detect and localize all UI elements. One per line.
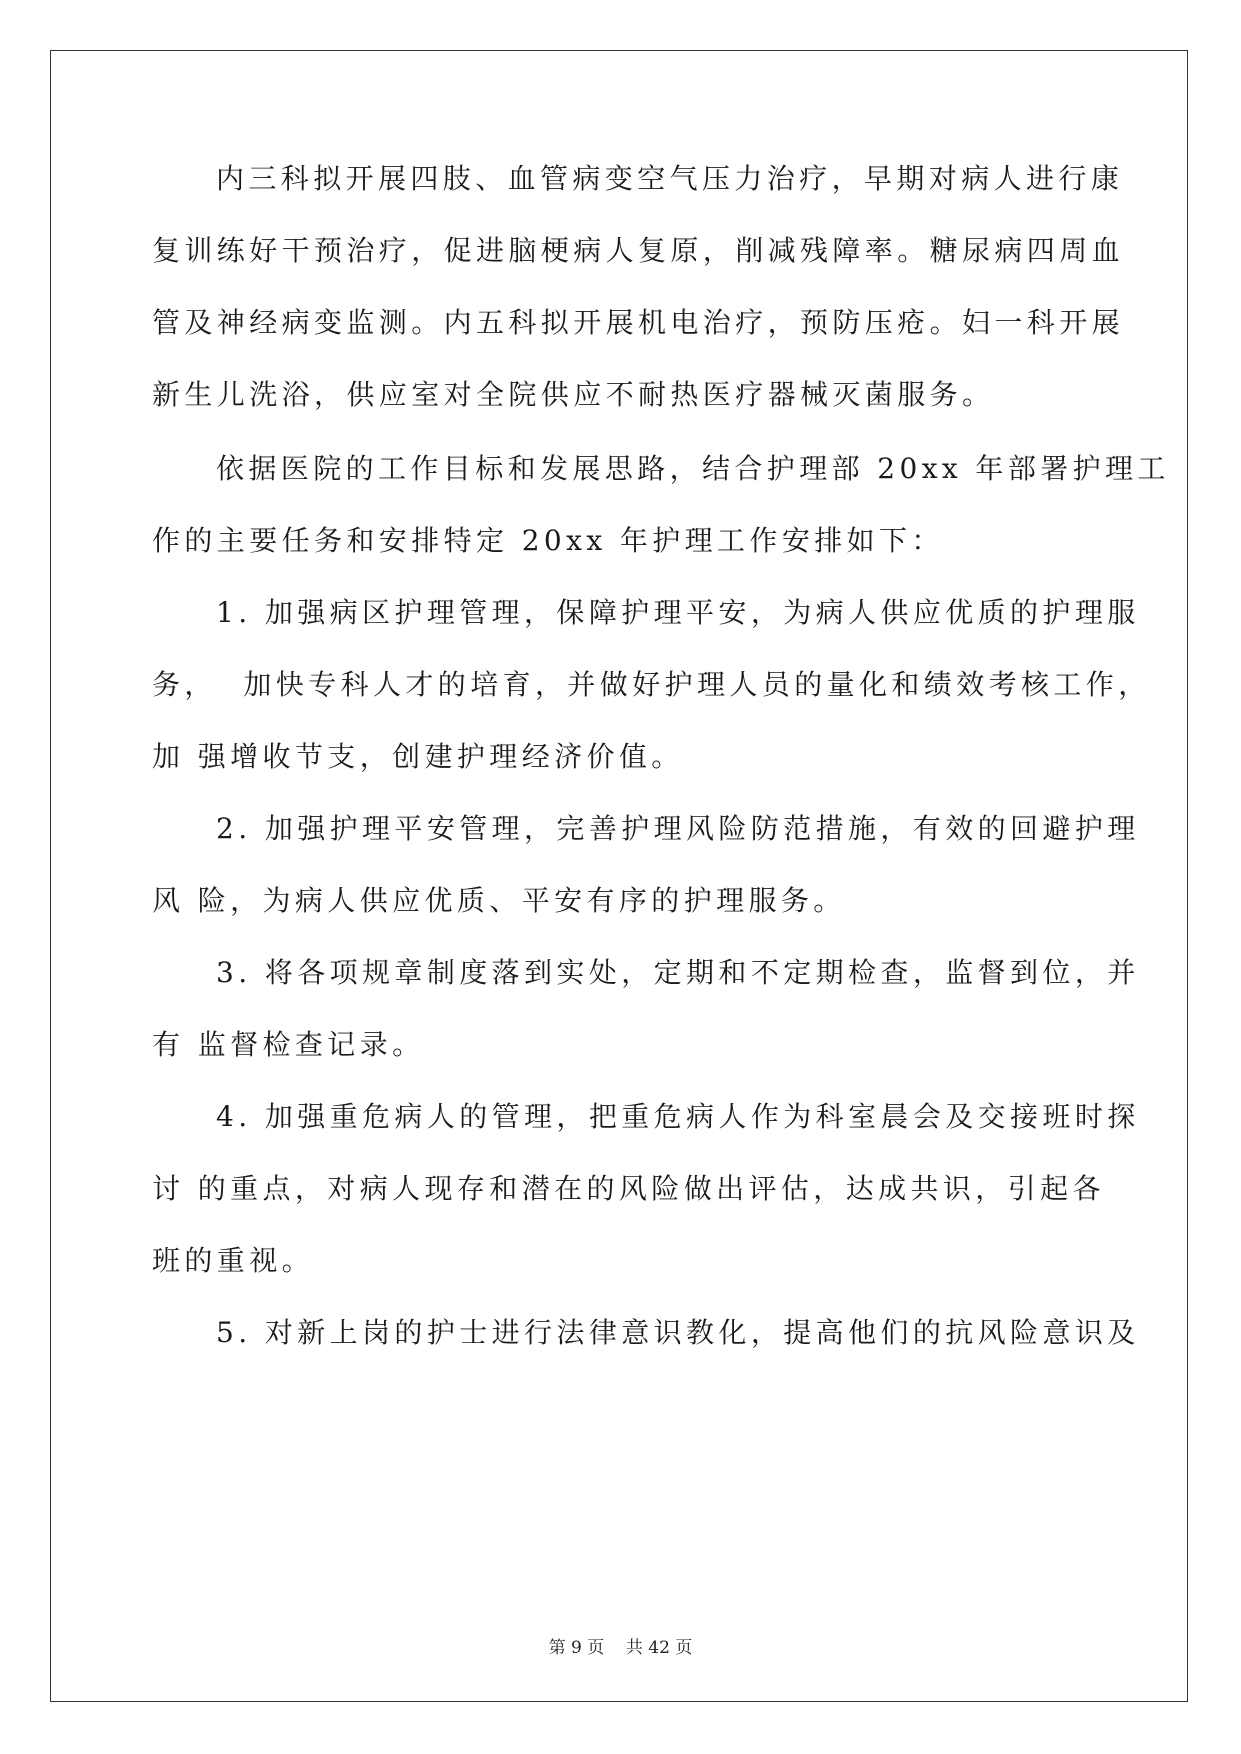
paragraph-line: 复训练好干预治疗，促进脑梗病人复原，削减残障率。糖尿病四周血 bbox=[152, 234, 1125, 267]
list-item-line: 加 强增收节支，创建护理经济价值。 bbox=[152, 740, 684, 773]
list-item-line: 风 险，为病人供应优质、平安有序的护理服务。 bbox=[152, 884, 846, 917]
list-item-line: 2. 加强护理平安管理，完善护理风险防范措施，有效的回避护理 bbox=[216, 812, 1140, 845]
paragraph-line: 新生儿洗浴，供应室对全院供应不耐热医疗器械灭菌服务。 bbox=[152, 378, 995, 411]
list-item-line: 5. 对新上岗的护士进行法律意识教化，提高他们的抗风险意识及 bbox=[216, 1316, 1140, 1349]
list-item-line: 班的重视。 bbox=[152, 1244, 315, 1277]
list-item-line: 1. 加强病区护理管理，保障护理平安，为病人供应优质的护理服 bbox=[216, 596, 1140, 629]
list-item-line: 讨 的重点，对病人现存和潜在的风险做出评估，达成共识，引起各 bbox=[152, 1172, 1105, 1205]
paragraph-line: 作的主要任务和安排特定 20xx 年护理工作安排如下： bbox=[152, 524, 944, 557]
paragraph-line: 内三科拟开展四肢、血管病变空气压力治疗，早期对病人进行康 bbox=[216, 162, 1124, 195]
page-number-footer: 第 9 页 共 42 页 bbox=[548, 1638, 693, 1658]
page-border bbox=[50, 50, 1188, 1702]
list-item-line: 4. 加强重危病人的管理，把重危病人作为科室晨会及交接班时探 bbox=[216, 1100, 1140, 1133]
list-item-line: 务， 加快专科人才的培育，并做好护理人员的量化和绩效考核工作， bbox=[152, 668, 1151, 701]
list-item-line: 3. 将各项规章制度落到实处，定期和不定期检查，监督到位，并 bbox=[216, 956, 1140, 989]
list-item-line: 有 监督检查记录。 bbox=[152, 1028, 425, 1061]
paragraph-line: 管及神经病变监测。内五科拟开展机电治疗，预防压疮。妇一科开展 bbox=[152, 306, 1125, 339]
paragraph-line: 依据医院的工作目标和发展思路，结合护理部 20xx 年部署护理工 bbox=[216, 452, 1170, 485]
